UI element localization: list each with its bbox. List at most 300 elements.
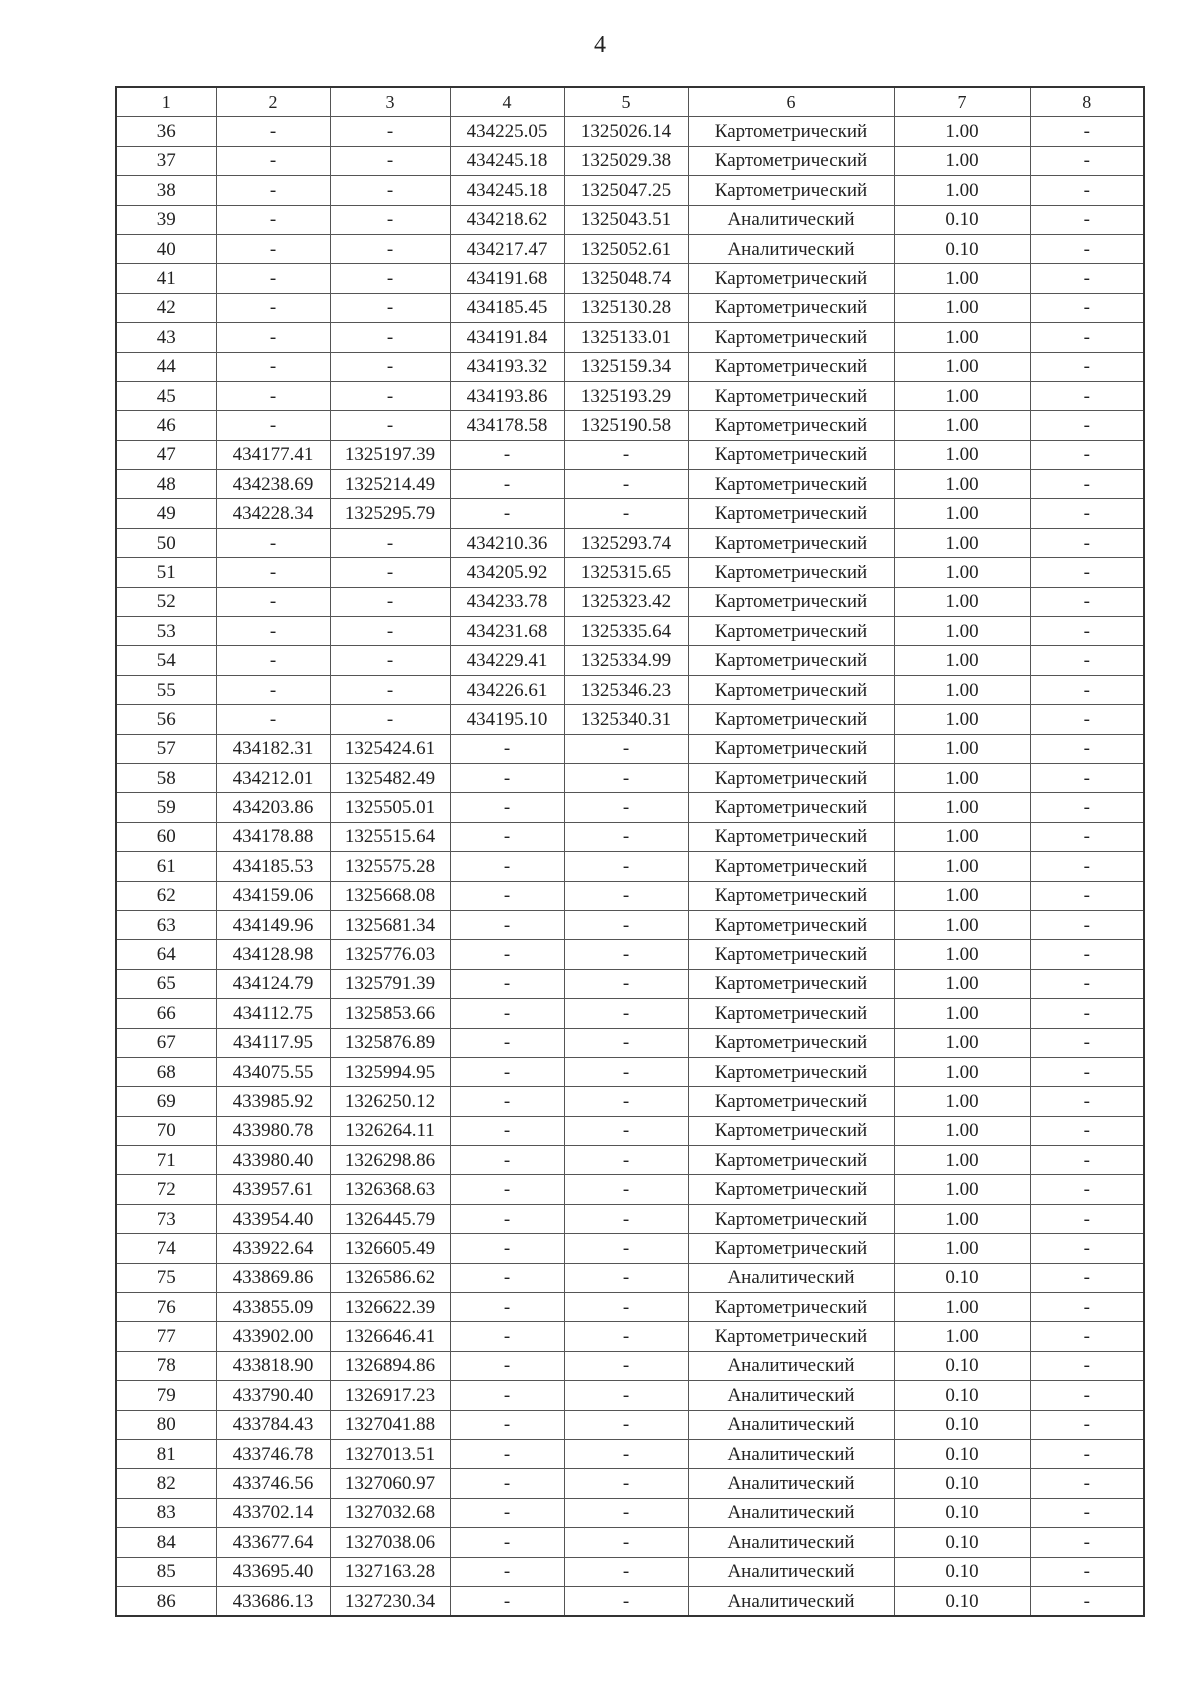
x-new-cell: 434229.41 — [450, 646, 564, 675]
table-row — [116, 352, 1144, 381]
method-cell: Картометрический — [688, 675, 894, 704]
y-new-cell: - — [564, 1410, 688, 1439]
point-number-cell: 71 — [116, 1146, 216, 1175]
x-new-cell: - — [450, 1528, 564, 1557]
table-row — [116, 264, 1144, 293]
accuracy-cell: 1.00 — [894, 264, 1030, 293]
x-new-cell: - — [450, 470, 564, 499]
accuracy-cell: 1.00 — [894, 969, 1030, 998]
description-cell: - — [1030, 881, 1144, 910]
x-new-cell: - — [450, 852, 564, 881]
method-cell: Аналитический — [688, 1586, 894, 1616]
coordinates-table — [115, 86, 1145, 1617]
x-new-cell: 434233.78 — [450, 587, 564, 616]
x-new-cell: 434205.92 — [450, 558, 564, 587]
point-number-cell: 77 — [116, 1322, 216, 1351]
method-cell: Картометрический — [688, 1087, 894, 1116]
y-new-cell: 1325335.64 — [564, 617, 688, 646]
x-old-cell: - — [216, 528, 330, 557]
y-old-cell: - — [330, 117, 450, 146]
y-new-cell: - — [564, 1351, 688, 1380]
method-cell: Картометрический — [688, 499, 894, 528]
description-cell: - — [1030, 822, 1144, 851]
description-cell: - — [1030, 176, 1144, 205]
y-new-cell: - — [564, 940, 688, 969]
y-new-cell: - — [564, 763, 688, 792]
method-cell: Аналитический — [688, 1351, 894, 1380]
method-cell: Картометрический — [688, 881, 894, 910]
y-old-cell: - — [330, 675, 450, 704]
table-row — [116, 470, 1144, 499]
y-new-cell: 1325346.23 — [564, 675, 688, 704]
y-new-cell: - — [564, 852, 688, 881]
x-new-cell: 434178.58 — [450, 411, 564, 440]
y-old-cell: 1326917.23 — [330, 1381, 450, 1410]
x-new-cell: - — [450, 440, 564, 469]
y-old-cell: 1325214.49 — [330, 470, 450, 499]
table-row — [116, 1116, 1144, 1145]
point-number-cell: 36 — [116, 117, 216, 146]
y-new-cell: 1325133.01 — [564, 323, 688, 352]
method-cell: Картометрический — [688, 617, 894, 646]
x-new-cell: 434218.62 — [450, 205, 564, 234]
point-number-cell: 84 — [116, 1528, 216, 1557]
column-header-8: 8 — [1030, 87, 1144, 117]
method-cell: Картометрический — [688, 969, 894, 998]
y-new-cell: - — [564, 1087, 688, 1116]
method-cell: Картометрический — [688, 176, 894, 205]
point-number-cell: 48 — [116, 470, 216, 499]
y-old-cell: 1326445.79 — [330, 1204, 450, 1233]
point-number-cell: 39 — [116, 205, 216, 234]
point-number-cell: 49 — [116, 499, 216, 528]
x-old-cell: 433784.43 — [216, 1410, 330, 1439]
table-row — [116, 176, 1144, 205]
x-old-cell: 434075.55 — [216, 1057, 330, 1086]
x-new-cell: 434195.10 — [450, 705, 564, 734]
y-new-cell: 1325190.58 — [564, 411, 688, 440]
point-number-cell: 46 — [116, 411, 216, 440]
method-cell: Картометрический — [688, 1293, 894, 1322]
accuracy-cell: 1.00 — [894, 352, 1030, 381]
accuracy-cell: 1.00 — [894, 1057, 1030, 1086]
x-old-cell: - — [216, 558, 330, 587]
x-old-cell: 433985.92 — [216, 1087, 330, 1116]
y-old-cell: 1326605.49 — [330, 1234, 450, 1263]
point-number-cell: 59 — [116, 793, 216, 822]
accuracy-cell: 1.00 — [894, 1146, 1030, 1175]
point-number-cell: 82 — [116, 1469, 216, 1498]
y-new-cell: - — [564, 499, 688, 528]
column-header-2: 2 — [216, 87, 330, 117]
method-cell: Картометрический — [688, 852, 894, 881]
table-row — [116, 381, 1144, 410]
x-old-cell: - — [216, 646, 330, 675]
description-cell: - — [1030, 1351, 1144, 1380]
x-new-cell: - — [450, 1322, 564, 1351]
table-row — [116, 587, 1144, 616]
x-old-cell: 433702.14 — [216, 1498, 330, 1527]
point-number-cell: 51 — [116, 558, 216, 587]
y-new-cell: - — [564, 1028, 688, 1057]
accuracy-cell: 0.10 — [894, 1528, 1030, 1557]
description-cell: - — [1030, 1263, 1144, 1292]
accuracy-cell: 0.10 — [894, 1586, 1030, 1616]
y-old-cell: 1327041.88 — [330, 1410, 450, 1439]
x-old-cell: - — [216, 176, 330, 205]
x-new-cell: - — [450, 822, 564, 851]
table-row — [116, 499, 1144, 528]
column-header-4: 4 — [450, 87, 564, 117]
y-old-cell: - — [330, 264, 450, 293]
y-old-cell: 1325853.66 — [330, 999, 450, 1028]
method-cell: Картометрический — [688, 1204, 894, 1233]
description-cell: - — [1030, 146, 1144, 175]
x-new-cell: - — [450, 969, 564, 998]
point-number-cell: 68 — [116, 1057, 216, 1086]
description-cell: - — [1030, 1028, 1144, 1057]
description-cell: - — [1030, 470, 1144, 499]
x-new-cell: - — [450, 999, 564, 1028]
x-old-cell: 433980.78 — [216, 1116, 330, 1145]
point-number-cell: 60 — [116, 822, 216, 851]
x-old-cell: 433677.64 — [216, 1528, 330, 1557]
x-new-cell: 434210.36 — [450, 528, 564, 557]
table-row — [116, 558, 1144, 587]
y-new-cell: - — [564, 1234, 688, 1263]
x-old-cell: 433686.13 — [216, 1586, 330, 1616]
accuracy-cell: 1.00 — [894, 822, 1030, 851]
accuracy-cell: 1.00 — [894, 734, 1030, 763]
y-new-cell: - — [564, 1528, 688, 1557]
description-cell: - — [1030, 1087, 1144, 1116]
accuracy-cell: 1.00 — [894, 146, 1030, 175]
method-cell: Картометрический — [688, 146, 894, 175]
y-old-cell: 1325295.79 — [330, 499, 450, 528]
y-old-cell: - — [330, 293, 450, 322]
y-new-cell: - — [564, 1263, 688, 1292]
accuracy-cell: 0.10 — [894, 1351, 1030, 1380]
accuracy-cell: 1.00 — [894, 1204, 1030, 1233]
point-number-cell: 70 — [116, 1116, 216, 1145]
x-new-cell: - — [450, 1410, 564, 1439]
y-new-cell: - — [564, 440, 688, 469]
point-number-cell: 73 — [116, 1204, 216, 1233]
x-old-cell: - — [216, 293, 330, 322]
y-old-cell: 1326250.12 — [330, 1087, 450, 1116]
accuracy-cell: 1.00 — [894, 852, 1030, 881]
point-number-cell: 80 — [116, 1410, 216, 1439]
description-cell: - — [1030, 1410, 1144, 1439]
accuracy-cell: 1.00 — [894, 1028, 1030, 1057]
x-old-cell: 433818.90 — [216, 1351, 330, 1380]
point-number-cell: 67 — [116, 1028, 216, 1057]
method-cell: Картометрический — [688, 940, 894, 969]
x-new-cell: 434225.05 — [450, 117, 564, 146]
y-old-cell: 1327163.28 — [330, 1557, 450, 1586]
y-new-cell: - — [564, 1381, 688, 1410]
y-new-cell: - — [564, 1175, 688, 1204]
accuracy-cell: 1.00 — [894, 587, 1030, 616]
x-new-cell: 434217.47 — [450, 234, 564, 263]
method-cell: Картометрический — [688, 323, 894, 352]
y-old-cell: 1326646.41 — [330, 1322, 450, 1351]
method-cell: Картометрический — [688, 999, 894, 1028]
description-cell: - — [1030, 1322, 1144, 1351]
point-number-cell: 83 — [116, 1498, 216, 1527]
x-old-cell: 433902.00 — [216, 1322, 330, 1351]
description-cell: - — [1030, 1204, 1144, 1233]
column-header-5: 5 — [564, 87, 688, 117]
table-row — [116, 881, 1144, 910]
x-old-cell: 434178.88 — [216, 822, 330, 851]
x-new-cell: - — [450, 1234, 564, 1263]
description-cell: - — [1030, 1057, 1144, 1086]
y-old-cell: 1327060.97 — [330, 1469, 450, 1498]
method-cell: Картометрический — [688, 705, 894, 734]
y-new-cell: 1325323.42 — [564, 587, 688, 616]
x-new-cell: - — [450, 1175, 564, 1204]
table-row — [116, 1381, 1144, 1410]
accuracy-cell: 0.10 — [894, 1381, 1030, 1410]
x-old-cell: - — [216, 411, 330, 440]
method-cell: Картометрический — [688, 763, 894, 792]
point-number-cell: 75 — [116, 1263, 216, 1292]
method-cell: Аналитический — [688, 1439, 894, 1468]
table-row — [116, 1439, 1144, 1468]
accuracy-cell: 0.10 — [894, 1557, 1030, 1586]
x-old-cell: 433922.64 — [216, 1234, 330, 1263]
description-cell: - — [1030, 852, 1144, 881]
description-cell: - — [1030, 675, 1144, 704]
method-cell: Аналитический — [688, 1410, 894, 1439]
x-old-cell: - — [216, 381, 330, 410]
table-row — [116, 205, 1144, 234]
y-new-cell: - — [564, 1293, 688, 1322]
x-old-cell: - — [216, 205, 330, 234]
x-old-cell: - — [216, 234, 330, 263]
table-row — [116, 117, 1144, 146]
x-new-cell: - — [450, 910, 564, 939]
table-row — [116, 1351, 1144, 1380]
y-new-cell: - — [564, 822, 688, 851]
point-number-cell: 64 — [116, 940, 216, 969]
accuracy-cell: 1.00 — [894, 293, 1030, 322]
x-old-cell: 434228.34 — [216, 499, 330, 528]
accuracy-cell: 1.00 — [894, 381, 1030, 410]
x-new-cell: - — [450, 734, 564, 763]
y-old-cell: - — [330, 146, 450, 175]
x-old-cell: - — [216, 264, 330, 293]
accuracy-cell: 1.00 — [894, 646, 1030, 675]
y-old-cell: 1327032.68 — [330, 1498, 450, 1527]
method-cell: Аналитический — [688, 1557, 894, 1586]
point-number-cell: 55 — [116, 675, 216, 704]
x-old-cell: 433695.40 — [216, 1557, 330, 1586]
y-new-cell: - — [564, 1322, 688, 1351]
point-number-cell: 66 — [116, 999, 216, 1028]
y-old-cell: - — [330, 528, 450, 557]
point-number-cell: 72 — [116, 1175, 216, 1204]
y-old-cell: 1325505.01 — [330, 793, 450, 822]
y-old-cell: - — [330, 323, 450, 352]
x-old-cell: 434117.95 — [216, 1028, 330, 1057]
y-new-cell: - — [564, 1586, 688, 1616]
x-new-cell: - — [450, 1351, 564, 1380]
y-new-cell: 1325048.74 — [564, 264, 688, 293]
table-row — [116, 440, 1144, 469]
y-new-cell: 1325026.14 — [564, 117, 688, 146]
y-new-cell: - — [564, 1146, 688, 1175]
x-new-cell: - — [450, 499, 564, 528]
y-new-cell: - — [564, 1557, 688, 1586]
y-old-cell: 1325876.89 — [330, 1028, 450, 1057]
method-cell: Картометрический — [688, 793, 894, 822]
y-old-cell: 1326894.86 — [330, 1351, 450, 1380]
table-body — [116, 117, 1144, 1616]
table-row — [116, 1410, 1144, 1439]
y-old-cell: - — [330, 205, 450, 234]
point-number-cell: 86 — [116, 1586, 216, 1616]
method-cell: Картометрический — [688, 1057, 894, 1086]
method-cell: Аналитический — [688, 1469, 894, 1498]
point-number-cell: 74 — [116, 1234, 216, 1263]
description-cell: - — [1030, 1439, 1144, 1468]
method-cell: Картометрический — [688, 293, 894, 322]
table-row — [116, 293, 1144, 322]
point-number-cell: 79 — [116, 1381, 216, 1410]
description-cell: - — [1030, 1293, 1144, 1322]
y-new-cell: 1325047.25 — [564, 176, 688, 205]
y-old-cell: 1325575.28 — [330, 852, 450, 881]
y-old-cell: - — [330, 234, 450, 263]
point-number-cell: 56 — [116, 705, 216, 734]
y-old-cell: 1325197.39 — [330, 440, 450, 469]
x-old-cell: - — [216, 323, 330, 352]
accuracy-cell: 0.10 — [894, 1498, 1030, 1527]
y-old-cell: 1325515.64 — [330, 822, 450, 851]
description-cell: - — [1030, 264, 1144, 293]
x-new-cell: - — [450, 1498, 564, 1527]
y-new-cell: - — [564, 793, 688, 822]
point-number-cell: 52 — [116, 587, 216, 616]
description-cell: - — [1030, 293, 1144, 322]
table-row — [116, 617, 1144, 646]
y-old-cell: 1325668.08 — [330, 881, 450, 910]
table-row — [116, 793, 1144, 822]
y-new-cell: - — [564, 1498, 688, 1527]
table-row — [116, 1204, 1144, 1233]
description-cell: - — [1030, 1175, 1144, 1204]
x-old-cell: - — [216, 146, 330, 175]
x-old-cell: 434112.75 — [216, 999, 330, 1028]
description-cell: - — [1030, 1498, 1144, 1527]
y-new-cell: 1325130.28 — [564, 293, 688, 322]
table-row — [116, 852, 1144, 881]
column-header-3: 3 — [330, 87, 450, 117]
y-old-cell: 1327230.34 — [330, 1586, 450, 1616]
point-number-cell: 38 — [116, 176, 216, 205]
y-new-cell: - — [564, 1439, 688, 1468]
accuracy-cell: 1.00 — [894, 176, 1030, 205]
table-row — [116, 675, 1144, 704]
y-new-cell: 1325340.31 — [564, 705, 688, 734]
x-new-cell: - — [450, 940, 564, 969]
y-old-cell: 1326622.39 — [330, 1293, 450, 1322]
y-new-cell: 1325315.65 — [564, 558, 688, 587]
description-cell: - — [1030, 528, 1144, 557]
accuracy-cell: 1.00 — [894, 910, 1030, 939]
table-row — [116, 1528, 1144, 1557]
x-new-cell: - — [450, 1146, 564, 1175]
x-new-cell: - — [450, 881, 564, 910]
accuracy-cell: 0.10 — [894, 1410, 1030, 1439]
y-new-cell: - — [564, 910, 688, 939]
point-number-cell: 65 — [116, 969, 216, 998]
y-old-cell: - — [330, 558, 450, 587]
accuracy-cell: 0.10 — [894, 1469, 1030, 1498]
table-row — [116, 146, 1144, 175]
accuracy-cell: 0.10 — [894, 205, 1030, 234]
description-cell: - — [1030, 323, 1144, 352]
x-new-cell: - — [450, 1469, 564, 1498]
method-cell: Картометрический — [688, 734, 894, 763]
accuracy-cell: 1.00 — [894, 470, 1030, 499]
y-old-cell: 1325791.39 — [330, 969, 450, 998]
table-row — [116, 1557, 1144, 1586]
y-old-cell: 1325424.61 — [330, 734, 450, 763]
method-cell: Аналитический — [688, 1498, 894, 1527]
x-old-cell: 433980.40 — [216, 1146, 330, 1175]
y-old-cell: 1326298.86 — [330, 1146, 450, 1175]
x-new-cell: 434231.68 — [450, 617, 564, 646]
table-row — [116, 1263, 1144, 1292]
description-cell: - — [1030, 1146, 1144, 1175]
table-row — [116, 940, 1144, 969]
method-cell: Картометрический — [688, 822, 894, 851]
x-new-cell: 434226.61 — [450, 675, 564, 704]
table-row — [116, 1057, 1144, 1086]
point-number-cell: 78 — [116, 1351, 216, 1380]
table-row — [116, 411, 1144, 440]
description-cell: - — [1030, 205, 1144, 234]
accuracy-cell: 1.00 — [894, 411, 1030, 440]
x-new-cell: - — [450, 1586, 564, 1616]
table-row — [116, 969, 1144, 998]
table-row — [116, 822, 1144, 851]
accuracy-cell: 0.10 — [894, 234, 1030, 263]
description-cell: - — [1030, 969, 1144, 998]
point-number-cell: 54 — [116, 646, 216, 675]
table-row — [116, 234, 1144, 263]
table-row — [116, 1234, 1144, 1263]
table-row — [116, 999, 1144, 1028]
x-new-cell: 434191.84 — [450, 323, 564, 352]
x-old-cell: 434149.96 — [216, 910, 330, 939]
table-row — [116, 1586, 1144, 1616]
method-cell: Картометрический — [688, 440, 894, 469]
x-old-cell: 434124.79 — [216, 969, 330, 998]
accuracy-cell: 1.00 — [894, 940, 1030, 969]
point-number-cell: 47 — [116, 440, 216, 469]
table-row — [116, 1028, 1144, 1057]
table-row — [116, 734, 1144, 763]
method-cell: Картометрический — [688, 1322, 894, 1351]
accuracy-cell: 1.00 — [894, 499, 1030, 528]
x-old-cell: - — [216, 117, 330, 146]
description-cell: - — [1030, 1528, 1144, 1557]
description-cell: - — [1030, 999, 1144, 1028]
